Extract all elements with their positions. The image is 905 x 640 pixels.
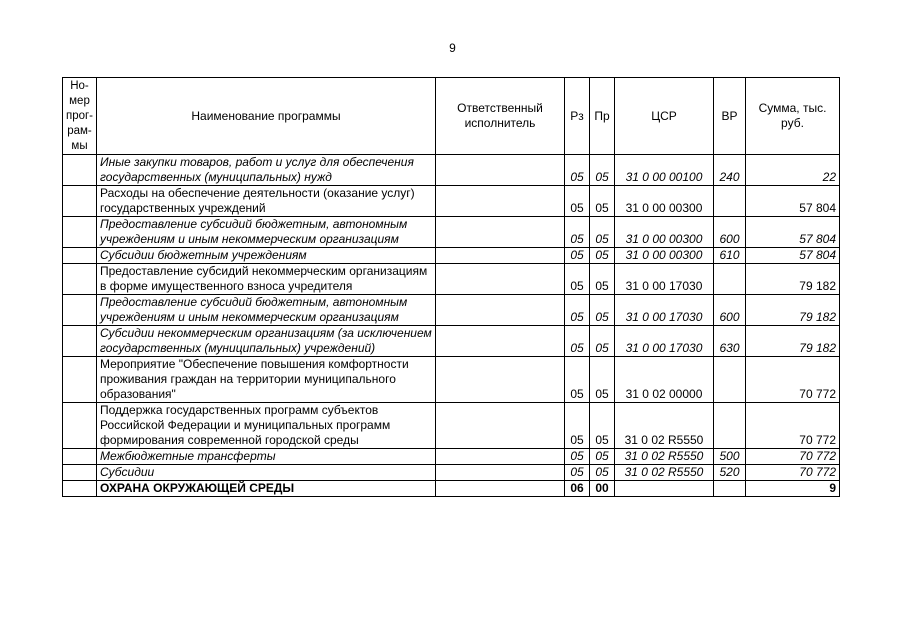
cell-program-name: Субсидии (97, 465, 436, 481)
cell-program-number (63, 155, 97, 186)
page-number: 9 (449, 41, 456, 55)
cell-csr: 31 0 00 00300 (615, 248, 714, 264)
cell-pr: 05 (590, 403, 615, 449)
cell-executor (436, 248, 565, 264)
cell-pr: 05 (590, 449, 615, 465)
cell-program-name: Предоставление субсидий бюджетным, автономным учреждениям и иным некоммерческим организациям (97, 217, 436, 248)
cell-sum: 70 772 (746, 465, 840, 481)
table-body (63, 155, 840, 497)
cell-executor (436, 326, 565, 357)
cell-csr: 31 0 02 R5550 (615, 449, 714, 465)
cell-pr: 05 (590, 217, 615, 248)
table-row (63, 264, 840, 295)
header-pr: Пр (590, 78, 615, 155)
cell-csr: 31 0 00 00300 (615, 186, 714, 217)
cell-program-number (63, 217, 97, 248)
cell-vr (714, 481, 746, 497)
cell-sum: 70 772 (746, 403, 840, 449)
cell-executor (436, 155, 565, 186)
cell-pr: 05 (590, 295, 615, 326)
cell-rz: 05 (565, 403, 590, 449)
table-row (63, 357, 840, 403)
header-rz: Рз (565, 78, 590, 155)
table-row (63, 403, 840, 449)
cell-pr: 05 (590, 248, 615, 264)
cell-sum: 79 182 (746, 326, 840, 357)
cell-csr: 31 0 00 17030 (615, 295, 714, 326)
cell-program-name: Иные закупки товаров, работ и услуг для обеспечения государственных (муниципальных) нужд (97, 155, 436, 186)
cell-executor (436, 295, 565, 326)
cell-rz: 06 (565, 481, 590, 497)
cell-vr (714, 403, 746, 449)
cell-sum: 22 (746, 155, 840, 186)
table-row (63, 465, 840, 481)
cell-program-name: Поддержка государственных программ субъектов Российской Федерации и муниципальных программ формирования современной городской среды (97, 403, 436, 449)
cell-program-number (63, 481, 97, 497)
cell-csr: 31 0 02 R5550 (615, 465, 714, 481)
cell-executor (436, 357, 565, 403)
cell-program-name: Предоставление субсидий некоммерческим организациям в форме имущественного взноса учредителя (97, 264, 436, 295)
cell-vr: 600 (714, 295, 746, 326)
header-program-name: Наименование программы (97, 78, 436, 155)
cell-executor (436, 449, 565, 465)
cell-vr (714, 186, 746, 217)
cell-executor (436, 264, 565, 295)
cell-sum: 57 804 (746, 186, 840, 217)
cell-program-name: Предоставление субсидий бюджетным, автономным учреждениям и иным некоммерческим организациям (97, 295, 436, 326)
budget-table (62, 77, 840, 497)
cell-rz: 05 (565, 186, 590, 217)
cell-program-name: ОХРАНА ОКРУЖАЮЩЕЙ СРЕДЫ (97, 481, 436, 497)
table-row (63, 449, 840, 465)
cell-executor (436, 465, 565, 481)
cell-executor (436, 217, 565, 248)
table-row (63, 186, 840, 217)
cell-pr: 00 (590, 481, 615, 497)
cell-rz: 05 (565, 449, 590, 465)
cell-program-name: Расходы на обеспечение деятельности (оказание услуг) государственных учреждений (97, 186, 436, 217)
cell-executor (436, 481, 565, 497)
table-header-row (63, 78, 840, 155)
header-sum: Сумма, тыс. руб. (746, 78, 840, 155)
header-vr: ВР (714, 78, 746, 155)
table-row (63, 326, 840, 357)
cell-vr: 520 (714, 465, 746, 481)
cell-program-name: Субсидии некоммерческим организациям (за исключением государственных (муниципальных) учреждений) (97, 326, 436, 357)
table-row (63, 155, 840, 186)
cell-rz: 05 (565, 465, 590, 481)
cell-vr: 500 (714, 449, 746, 465)
cell-rz: 05 (565, 217, 590, 248)
cell-rz: 05 (565, 264, 590, 295)
cell-csr: 31 0 02 00000 (615, 357, 714, 403)
cell-sum: 57 804 (746, 217, 840, 248)
cell-pr: 05 (590, 326, 615, 357)
cell-vr (714, 264, 746, 295)
table-row (63, 217, 840, 248)
cell-rz: 05 (565, 248, 590, 264)
cell-rz: 05 (565, 295, 590, 326)
cell-csr (615, 481, 714, 497)
cell-program-name: Мероприятие "Обеспечение повышения комфортности проживания граждан на территории муниципального образования" (97, 357, 436, 403)
cell-csr: 31 0 02 R5550 (615, 403, 714, 449)
cell-csr: 31 0 00 17030 (615, 326, 714, 357)
cell-program-number (63, 186, 97, 217)
table-row (63, 481, 840, 497)
table-row (63, 295, 840, 326)
cell-program-number (63, 326, 97, 357)
cell-vr: 240 (714, 155, 746, 186)
cell-sum: 9 (746, 481, 840, 497)
cell-program-number (63, 449, 97, 465)
cell-csr: 31 0 00 00300 (615, 217, 714, 248)
cell-rz: 05 (565, 326, 590, 357)
cell-rz: 05 (565, 155, 590, 186)
cell-csr: 31 0 00 17030 (615, 264, 714, 295)
header-executor: Ответственный исполнитель (436, 78, 565, 155)
cell-pr: 05 (590, 155, 615, 186)
cell-executor (436, 186, 565, 217)
cell-vr: 630 (714, 326, 746, 357)
cell-sum: 57 804 (746, 248, 840, 264)
cell-program-number (63, 403, 97, 449)
cell-program-number (63, 295, 97, 326)
cell-program-name: Межбюджетные трансферты (97, 449, 436, 465)
cell-program-number (63, 465, 97, 481)
cell-program-number (63, 357, 97, 403)
cell-vr (714, 357, 746, 403)
cell-program-number (63, 248, 97, 264)
cell-pr: 05 (590, 264, 615, 295)
cell-program-number (63, 264, 97, 295)
header-program-number: Но-мер прог-рам-мы (63, 78, 97, 155)
cell-vr: 610 (714, 248, 746, 264)
cell-sum: 70 772 (746, 357, 840, 403)
cell-sum: 79 182 (746, 295, 840, 326)
table-row (63, 248, 840, 264)
cell-csr: 31 0 00 00100 (615, 155, 714, 186)
cell-program-name: Субсидии бюджетным учреждениям (97, 248, 436, 264)
cell-vr: 600 (714, 217, 746, 248)
cell-pr: 05 (590, 357, 615, 403)
cell-sum: 70 772 (746, 449, 840, 465)
header-csr: ЦСР (615, 78, 714, 155)
cell-sum: 79 182 (746, 264, 840, 295)
cell-rz: 05 (565, 357, 590, 403)
cell-pr: 05 (590, 465, 615, 481)
cell-executor (436, 403, 565, 449)
cell-pr: 05 (590, 186, 615, 217)
